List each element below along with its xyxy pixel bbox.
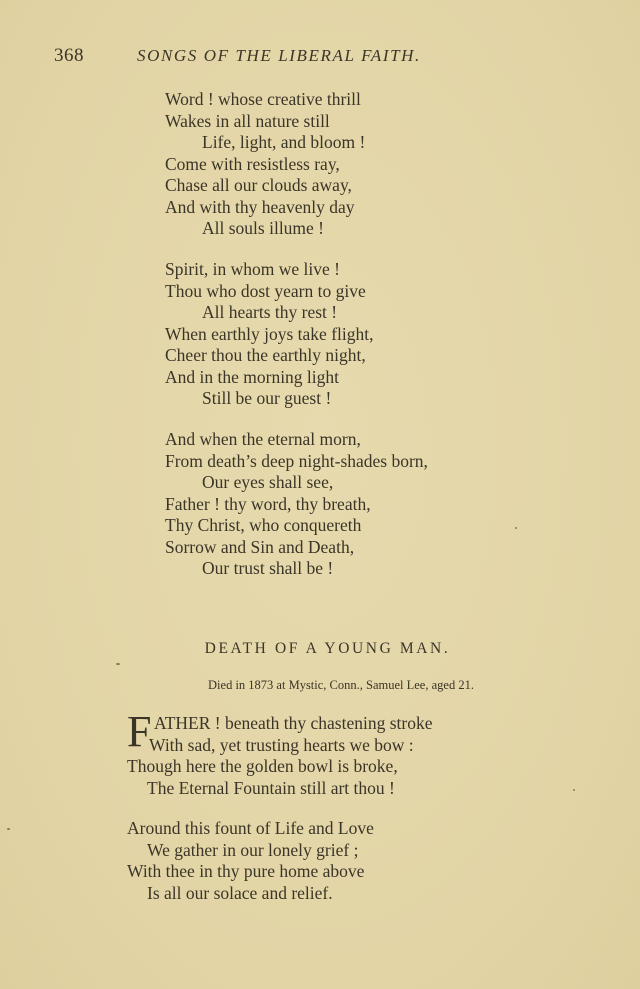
hymn-subtitle: Died in 1873 at Mystic, Conn., Samuel Lee, aged 21. (208, 678, 474, 692)
verse-line: Thou who dost yearn to give (165, 280, 366, 301)
drop-cap: F (127, 707, 152, 756)
verse-line: Life, light, and bloom ! (202, 132, 366, 152)
verse-line: Come with resistless ray, (165, 153, 340, 174)
verse-line: Spirit, in whom we live ! (165, 259, 340, 279)
verse-line: With sad, yet trusting hearts we bow : (149, 734, 414, 755)
paper-speck (7, 828, 10, 830)
verse-line: Chase all our clouds away, (165, 175, 352, 195)
page-header (54, 45, 474, 69)
verse-line: Our trust shall be ! (202, 558, 334, 578)
stanza-1 (165, 89, 365, 240)
new-hymn-stanza-2 (127, 818, 374, 904)
verse-line: Our eyes shall see, (202, 472, 334, 492)
verse-line: And in the morning light (165, 366, 340, 387)
verse-line: And when the eternal morn, (165, 429, 361, 449)
verse-line: When earthly joys take flight, (165, 323, 374, 344)
running-title: SONGS OF THE LIBERAL FAITH. (137, 46, 421, 65)
verse-line: Thy Christ, who conquereth (165, 515, 362, 535)
hymn-title: DEATH OF A YOUNG MAN. (204, 640, 451, 657)
paper-speck (515, 527, 517, 529)
paper-speck (116, 663, 120, 665)
page-number: 368 (54, 45, 84, 66)
verse-line: Is all our solace and relief. (147, 882, 333, 903)
verse-line: And with thy heavenly day (165, 196, 355, 217)
verse-line: Cheer thou the earthly night, (165, 345, 366, 365)
verse-line: From death’s deep night-shades born, (165, 450, 428, 471)
verse-line: Still be our guest ! (202, 388, 332, 408)
stanza-2 (165, 259, 373, 410)
verse-line: Father ! thy word, thy breath, (165, 493, 371, 514)
verse-line: Sorrow and Sin and Death, (165, 536, 355, 557)
verse-line: All souls illume ! (202, 218, 325, 238)
verse-line: Around this fount of Life and Love (127, 818, 374, 838)
verse-line: With thee in thy pure home above (127, 861, 365, 881)
paper-speck (573, 789, 575, 791)
stanza-3 (165, 429, 428, 580)
verse-line: The Eternal Fountain still art thou ! (147, 777, 395, 798)
verse-line: All hearts thy rest ! (202, 302, 338, 322)
verse-line: Word ! whose creative thrill (165, 89, 361, 109)
verse-line: Wakes in all nature still (165, 110, 330, 131)
new-hymn-stanza-1 (127, 707, 433, 799)
verse-line: We gather in our lonely grief ; (147, 839, 359, 860)
verse-line: Though here the golden bowl is broke, (127, 756, 398, 776)
verse-line: ATHER ! beneath thy chastening stroke (154, 713, 433, 733)
